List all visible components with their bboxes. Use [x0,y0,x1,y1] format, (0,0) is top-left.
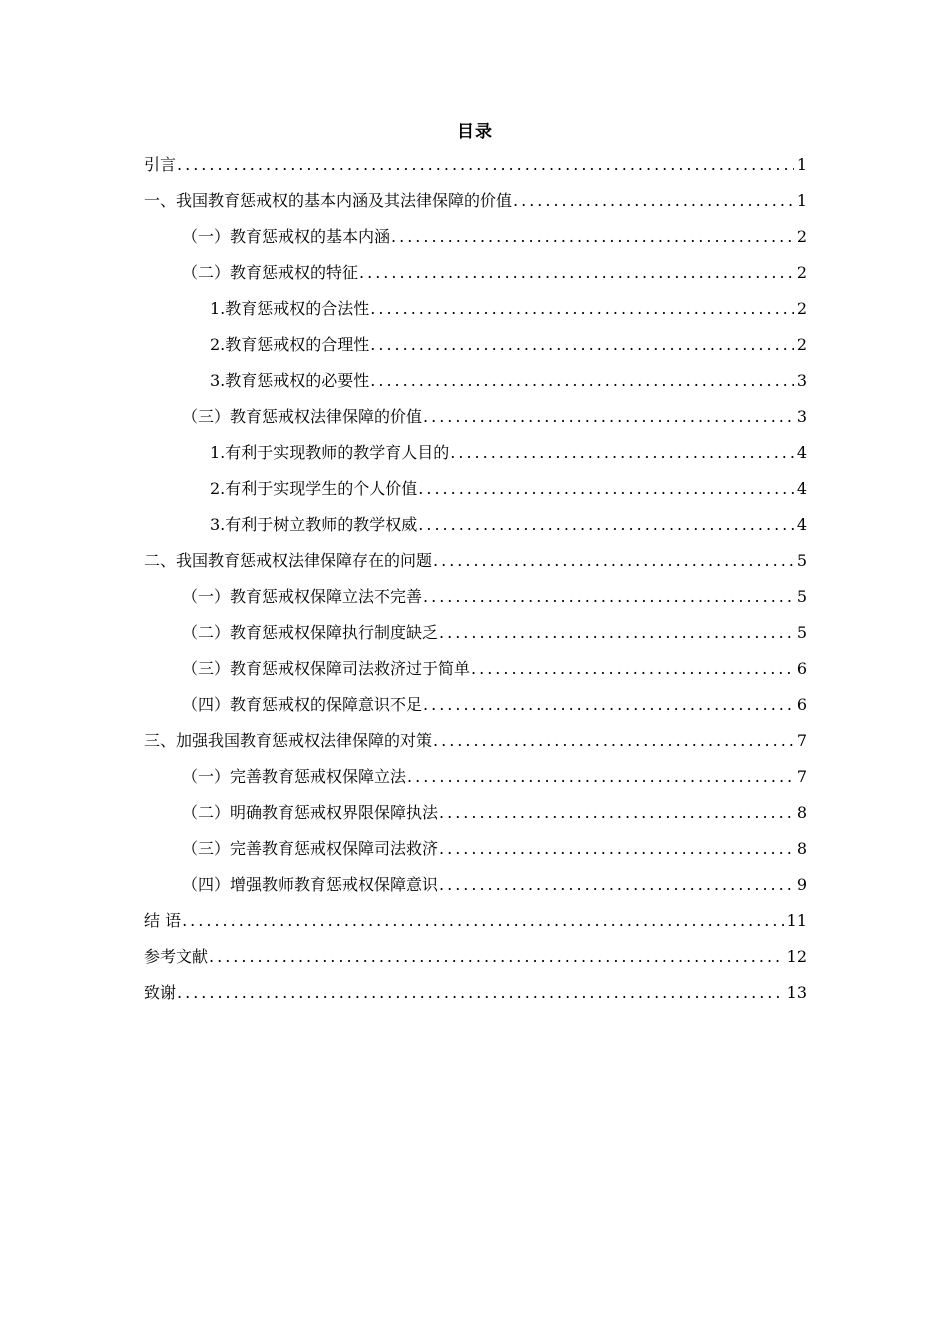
toc-entry[interactable] [144,723,807,759]
toc-dot-leader [439,615,794,651]
toc-page-number: 7 [796,767,807,786]
toc-dot-leader [418,507,794,543]
toc-entry[interactable] [144,939,807,975]
toc-page-number: 1 [796,155,807,174]
toc-entry[interactable] [144,903,807,939]
toc-entry[interactable] [144,867,807,903]
toc-dot-leader [423,399,794,435]
toc-entry[interactable] [144,147,807,183]
toc-page-number: 11 [786,911,807,930]
toc-entry-text: （一）教育惩戒权的基本内涵 [182,227,391,246]
toc-entry-text: 3.教育惩戒权的必要性 [210,371,370,390]
toc-dot-leader [513,183,794,219]
toc-page-number: 5 [796,587,807,606]
toc-page-number: 8 [796,839,807,858]
toc-entry[interactable] [144,615,807,651]
toc-dot-leader [423,687,794,723]
toc-entry-text: 1.教育惩戒权的合法性 [210,299,370,318]
toc-page-number: 2 [796,227,807,246]
toc-page-number: 2 [796,335,807,354]
toc-page-number: 6 [796,695,807,714]
toc-entry[interactable] [144,435,807,471]
toc-entry[interactable] [144,291,807,327]
toc-entry-text: （一）完善教育惩戒权保障立法 [182,767,407,786]
toc-dot-leader [391,219,794,255]
toc-entry-text: （四）教育惩戒权的保障意识不足 [182,695,423,714]
toc-entry[interactable] [144,363,807,399]
toc-page-number: 2 [796,299,807,318]
toc-entry-text: 二、我国教育惩戒权法律保障存在的问题 [144,551,433,570]
toc-dot-leader [433,723,794,759]
toc-entry[interactable] [144,399,807,435]
toc-dot-leader [359,255,794,291]
toc-entry-text: 引言 [144,155,177,174]
toc-entry-text: （一）教育惩戒权保障立法不完善 [182,587,423,606]
toc-dot-leader [407,759,794,795]
toc-entry[interactable] [144,651,807,687]
toc-page-number: 4 [796,479,807,498]
toc-page-number: 9 [796,875,807,894]
toc-page-number: 3 [796,371,807,390]
toc-dot-leader [370,363,794,399]
toc-entry-text: （三）教育惩戒权保障司法救济过于简单 [182,659,471,678]
toc-page-number: 4 [796,443,807,462]
toc-entry-text: 结 语 [144,911,182,930]
toc-dot-leader [370,291,794,327]
toc-entry[interactable] [144,255,807,291]
toc-dot-leader [177,975,784,1011]
toc-page-number: 3 [796,407,807,426]
toc-entry-text: 三、加强我国教育惩戒权法律保障的对策 [144,731,433,750]
toc-dot-leader [471,651,794,687]
toc-entry[interactable] [144,471,807,507]
toc-dot-leader [370,327,794,363]
toc-entry-text: 1.有利于实现教师的教学育人目的 [210,443,450,462]
toc-entry-text: 3.有利于树立教师的教学权威 [210,515,418,534]
toc-list [144,147,807,1011]
toc-entry-text: （三）完善教育惩戒权保障司法救济 [182,839,439,858]
toc-entry[interactable] [144,687,807,723]
toc-page-number: 8 [796,803,807,822]
toc-entry[interactable] [144,327,807,363]
toc-entry[interactable] [144,759,807,795]
toc-entry-text: 致谢 [144,983,177,1002]
toc-page-number: 5 [796,623,807,642]
toc-entry[interactable] [144,831,807,867]
toc-page-number: 4 [796,515,807,534]
toc-page-number: 2 [796,263,807,282]
toc-entry-text: 2.有利于实现学生的个人价值 [210,479,418,498]
toc-dot-leader [433,543,794,579]
toc-page-number: 12 [786,947,807,966]
toc-entry[interactable] [144,183,807,219]
toc-entry[interactable] [144,579,807,615]
toc-dot-leader [439,867,794,903]
toc-dot-leader [423,579,794,615]
toc-dot-leader [450,435,794,471]
toc-dot-leader [439,795,794,831]
toc-entry[interactable] [144,543,807,579]
toc-entry-text: （二）教育惩戒权的特征 [182,263,359,282]
toc-entry-text: （四）增强教师教育惩戒权保障意识 [182,875,439,894]
toc-page-number: 1 [796,191,807,210]
toc-entry[interactable] [144,975,807,1011]
toc-entry-text: 一、我国教育惩戒权的基本内涵及其法律保障的价值 [144,191,513,210]
toc-entry-text: 参考文献 [144,947,209,966]
toc-page-number: 6 [796,659,807,678]
toc-title: 目录 [457,122,493,142]
toc-entry-text: （三）教育惩戒权法律保障的价值 [182,407,423,426]
toc-entry[interactable] [144,795,807,831]
toc-dot-leader [177,147,794,183]
toc-entry-text: 2.教育惩戒权的合理性 [210,335,370,354]
toc-dot-leader [439,831,794,867]
toc-entry[interactable] [144,219,807,255]
toc-dot-leader [209,939,784,975]
toc-page-number: 7 [796,731,807,750]
toc-entry[interactable] [144,507,807,543]
toc-dot-leader [182,903,784,939]
toc-entry-text: （二）明确教育惩戒权界限保障执法 [182,803,439,822]
toc-page-number: 13 [786,983,807,1002]
toc-entry-text: （二）教育惩戒权保障执行制度缺乏 [182,623,439,642]
toc-page-number: 5 [796,551,807,570]
toc-dot-leader [418,471,794,507]
